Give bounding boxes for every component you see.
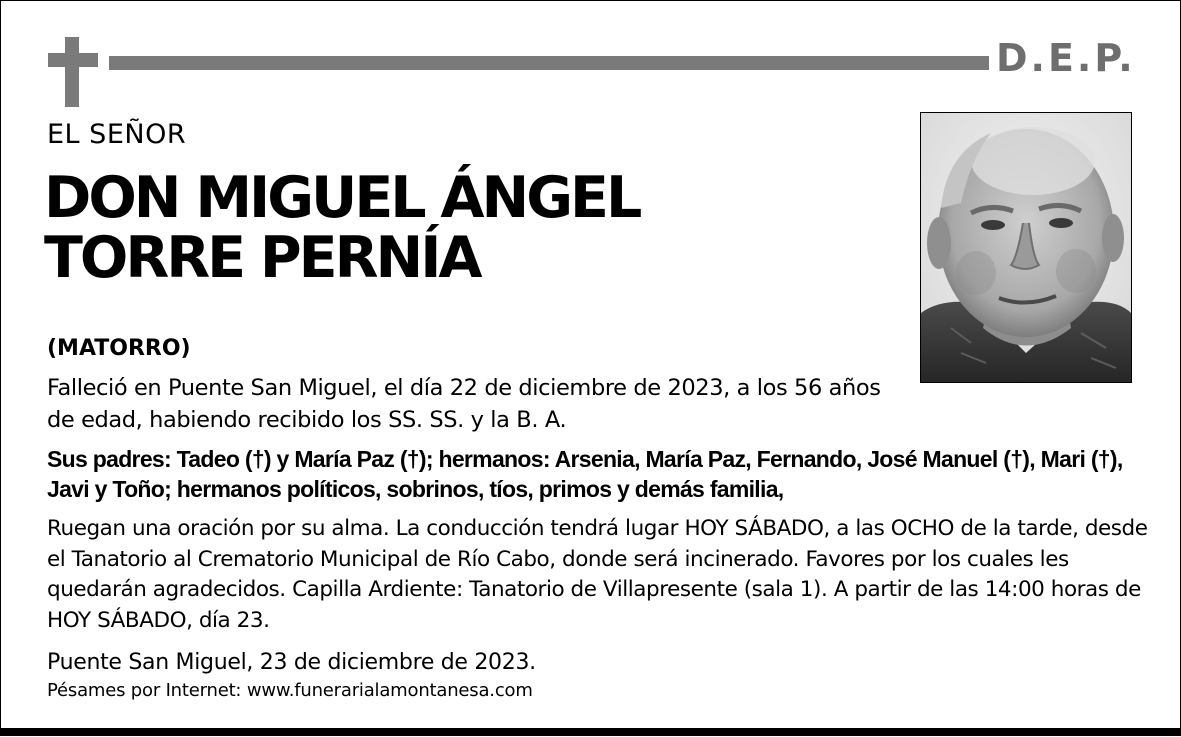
- nickname: (MATORRO): [47, 336, 191, 361]
- condolences-web: Pésames por Internet: www.funerarialamontanesa.com: [47, 680, 533, 701]
- portrait-photo: [920, 112, 1132, 383]
- deceased-name: [44, 165, 640, 291]
- family-list: Sus padres: Tadeo (†) y María Paz (†); hermanos: Arsenia, María Paz, Fernando, José Manuel (†), Mari (†), Javi y Toño; hermanos políticos, sobrinos, tíos, primos y demás familia,: [47, 446, 1123, 502]
- deceased-name-line1: DON MIGUEL ÁNGEL: [44, 165, 640, 231]
- header-rule: [109, 56, 989, 70]
- death-notice: Falleció en Puente San Miguel, el día 22 de diciembre de 2023, a los 56 años de edad, habiendo recibido los SS. SS. y la B. A.: [47, 375, 881, 433]
- cross-icon-horizontal: [48, 53, 98, 67]
- place-date: Puente San Miguel, 23 de diciembre de 2023.: [47, 650, 536, 675]
- cross-icon-vertical: [65, 37, 79, 107]
- dep-label: D.E.P.: [996, 36, 1136, 80]
- funeral-request: Ruegan una oración por su alma. La conducción tendrá lugar HOY SÁBADO, a las OCHO de la tarde, desde el Tanatorio al Crematorio Municipal de Río Cabo, donde será incinerado. Favores por los cuales les quedarán agradecidos. Capilla Ardiente: Tanatorio de Villapresente (sala 1). A partir de las 14:00 horas de HOY SÁBADO, día 23.: [47, 516, 1148, 633]
- honorific: EL SEÑOR: [47, 119, 187, 150]
- portrait-photo-icon: [921, 113, 1131, 382]
- deceased-name-line2: TORRE PERNÍA: [44, 225, 480, 291]
